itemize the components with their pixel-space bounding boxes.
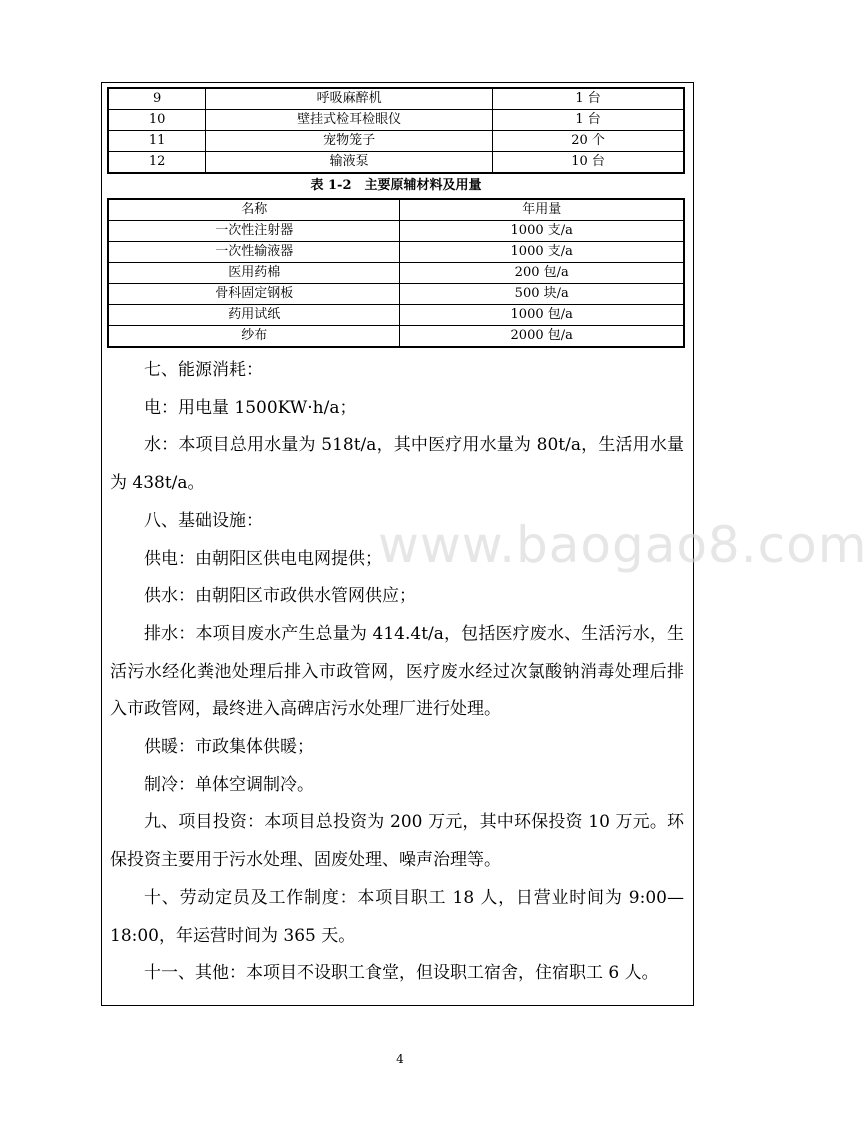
materials-table-caption: 表 1-2 主要原辅材料及用量 [310,178,482,193]
paragraph-power-supply: 供电：由朝阳区供电电网提供； [144,548,382,569]
paragraph-electricity: 电：用电量 1500KW·h/a； [144,397,357,418]
watermark: www.baogao8.com [378,516,867,574]
equipment-no: 9 [108,88,206,110]
material-name: 药用试纸 [108,305,400,326]
equipment-qty: 1 台 [493,88,684,110]
table-header-row [108,199,684,221]
equipment-no: 10 [108,110,206,131]
material-usage: 500 块/a [400,284,684,305]
table-row [108,284,684,305]
table-row [108,131,684,152]
material-name: 医用药棉 [108,263,400,284]
paragraph-staffing: 十、劳动定员及工作制度：本项目职工 18 人，日营业时间为 9:00—18:00，年运营时间为 365 天。 [110,887,684,946]
column-header-usage: 年用量 [400,199,684,221]
paragraph-water: 水：本项目总用水量为 518t/a，其中医疗用水量为 80t/a，生活用水量为 438t/a。 [110,435,684,494]
materials-table [107,198,685,348]
equipment-name: 输液泵 [206,152,493,174]
material-usage: 1000 支/a [400,221,684,242]
paragraph-water-supply: 供水：由朝阳区市政供水管网供应； [144,586,416,607]
equipment-table [107,87,685,174]
table-row [108,263,684,284]
table-row [108,110,684,131]
equipment-qty: 10 台 [493,152,684,174]
material-name: 骨科固定钢板 [108,284,400,305]
material-usage: 2000 包/a [400,326,684,348]
table-row [108,221,684,242]
table-row [108,326,684,348]
material-name: 一次性输液器 [108,242,400,263]
paragraph-investment: 九、项目投资：本项目总投资为 200 万元，其中环保投资 10 万元。环保投资主要用于污水处理、固废处理、噪声治理等。 [110,812,684,871]
material-usage: 200 包/a [400,263,684,284]
equipment-name: 呼吸麻醉机 [206,88,493,110]
equipment-qty: 1 台 [493,110,684,131]
page-number: 4 [396,1052,404,1066]
section-heading-energy: 七、能源消耗： [144,360,263,380]
table-row [108,305,684,326]
equipment-qty: 20 个 [493,131,684,152]
document-body [110,352,684,993]
equipment-name: 宠物笼子 [206,131,493,152]
table-row [108,242,684,263]
equipment-no: 11 [108,131,206,152]
material-name: 纱布 [108,326,400,348]
material-name: 一次性注射器 [108,221,400,242]
paragraph-other: 十一、其他：本项目不设职工食堂，但设职工宿舍，住宿职工 6 人。 [144,963,659,984]
section-heading-infrastructure: 八、基础设施： [144,510,263,531]
column-header-name: 名称 [108,199,400,221]
equipment-no: 12 [108,152,206,174]
equipment-name: 壁挂式检耳检眼仪 [206,110,493,131]
paragraph-drainage: 排水：本项目废水产生总量为 414.4t/a，包括医疗废水、生活污水，生活污水经化粪池处理后排入市政管网，医疗废水经过次氯酸钠消毒处理后排入市政管网，最终进入高碑店污水处理厂进行处理。 [110,623,684,720]
table-row [108,152,684,174]
paragraph-heating: 供暖：市政集体供暖； [144,737,314,758]
table-row [108,88,684,110]
paragraph-cooling: 制冷：单体空调制冷。 [144,774,314,795]
material-usage: 1000 支/a [400,242,684,263]
material-usage: 1000 包/a [400,305,684,326]
